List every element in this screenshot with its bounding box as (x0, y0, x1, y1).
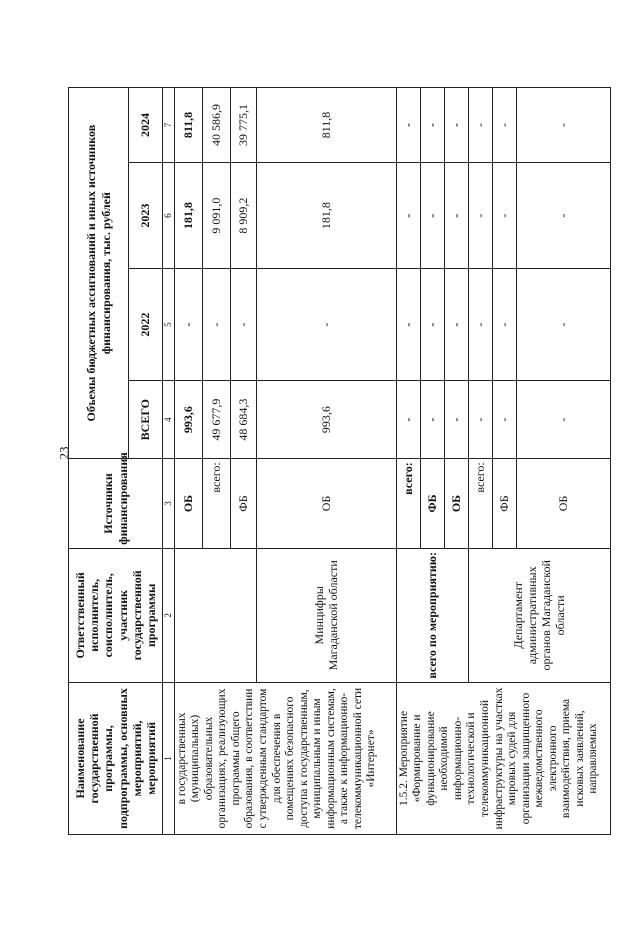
col-num: 5 (163, 269, 175, 381)
block1-executor-empty (174, 548, 256, 682)
budget-table (68, 87, 611, 835)
y2022-cell: - (256, 269, 396, 381)
block1-executor: Минцифры Магаданской области (256, 548, 396, 682)
y2024-cell: - (516, 88, 610, 163)
y2022-cell: - (516, 269, 610, 381)
header-2023: 2023 (129, 162, 163, 268)
total-cell: - (468, 381, 492, 459)
y2022-cell: - (492, 269, 516, 381)
total-cell: - (444, 381, 468, 459)
header-2024: 2024 (129, 88, 163, 163)
y2022-cell: - (468, 269, 492, 381)
source-cell: ОБ (256, 459, 396, 548)
column-number-row (163, 88, 175, 835)
col-num: 2 (163, 548, 175, 682)
y2024-cell: - (420, 88, 444, 163)
col-num: 4 (163, 381, 175, 459)
total-cell: 48 684,3 (230, 381, 256, 459)
col-num: 7 (163, 88, 175, 163)
rotated-table-wrap (68, 87, 600, 835)
col-num: 1 (163, 682, 175, 834)
total-cell: - (492, 381, 516, 459)
table-row (396, 88, 420, 835)
y2024-cell: - (468, 88, 492, 163)
y2023-cell: - (516, 162, 610, 268)
source-cell: ОБ (174, 459, 202, 548)
y2022-cell: - (230, 269, 256, 381)
source-cell: всего: (468, 459, 492, 548)
block2-executor-dept: Департамент административных органов Магаданской области (468, 548, 610, 682)
total-cell: 49 677,9 (202, 381, 230, 459)
y2022-cell: - (202, 269, 230, 381)
y2024-cell: 39 775,1 (230, 88, 256, 163)
page-number: 23 (56, 446, 72, 460)
source-cell: ОБ (516, 459, 610, 548)
source-cell: всего: (396, 459, 420, 548)
y2023-cell: - (420, 162, 444, 268)
block2-name: 1.5.2. Мероприятие «Формирование и функционирование необходимой информационно-технологической и телекоммуникационной инфраструктуры на участках мировых судей для организации защищенного межведомственного электронного взаимодействия, приема исковых заявлений, направляемых (396, 682, 610, 834)
header-executor: Ответственный исполнитель, соисполнитель, участник государственной программы (69, 548, 163, 682)
source-cell: ФБ (492, 459, 516, 548)
y2023-cell: 181,8 (174, 162, 202, 268)
y2022-cell: - (444, 269, 468, 381)
y2023-cell: - (444, 162, 468, 268)
y2023-cell: 181,8 (256, 162, 396, 268)
header-sources: Источники финансирования (69, 459, 163, 548)
y2022-cell: - (420, 269, 444, 381)
header-volumes: Объемы бюджетных ассигнований и иных источников финансирования, тыс. рублей (69, 88, 129, 459)
y2023-cell: - (468, 162, 492, 268)
block1-name: в государственных (муниципальных) образовательных организациях, реализующих программы общего образования, в соответствии с утвержденным стандартом для обеспечения в помещениях безопасного доступа к государственным, муниципальным и иным информационным системам, а также к информационно-телекоммуникационной сети «Интернет» (174, 682, 396, 834)
y2024-cell: 811,8 (256, 88, 396, 163)
y2024-cell: - (396, 88, 420, 163)
y2023-cell: - (396, 162, 420, 268)
header-2022: 2022 (129, 269, 163, 381)
source-cell: ОБ (444, 459, 468, 548)
y2022-cell: - (174, 269, 202, 381)
source-cell: всего: (202, 459, 230, 548)
total-cell: - (516, 381, 610, 459)
col-num: 3 (163, 459, 175, 548)
source-cell: ФБ (420, 459, 444, 548)
total-cell: 993,6 (174, 381, 202, 459)
y2023-cell: 8 909,2 (230, 162, 256, 268)
table-row (174, 88, 202, 835)
block2-executor-total: всего по мероприятию: (396, 548, 468, 682)
total-cell: - (396, 381, 420, 459)
y2022-cell: - (396, 269, 420, 381)
y2024-cell: 40 586,9 (202, 88, 230, 163)
col-num: 6 (163, 162, 175, 268)
y2024-cell: - (492, 88, 516, 163)
total-cell: - (420, 381, 444, 459)
y2024-cell: - (444, 88, 468, 163)
source-cell: ФБ (230, 459, 256, 548)
y2024-cell: 811,8 (174, 88, 202, 163)
total-cell: 993,6 (256, 381, 396, 459)
header-name: Наименование государственной программы, подпрограммы, основных мероприятий, мероприятий (69, 682, 163, 834)
y2023-cell: 9 091,0 (202, 162, 230, 268)
y2023-cell: - (492, 162, 516, 268)
header-row (69, 88, 129, 835)
header-total: ВСЕГО (129, 381, 163, 459)
